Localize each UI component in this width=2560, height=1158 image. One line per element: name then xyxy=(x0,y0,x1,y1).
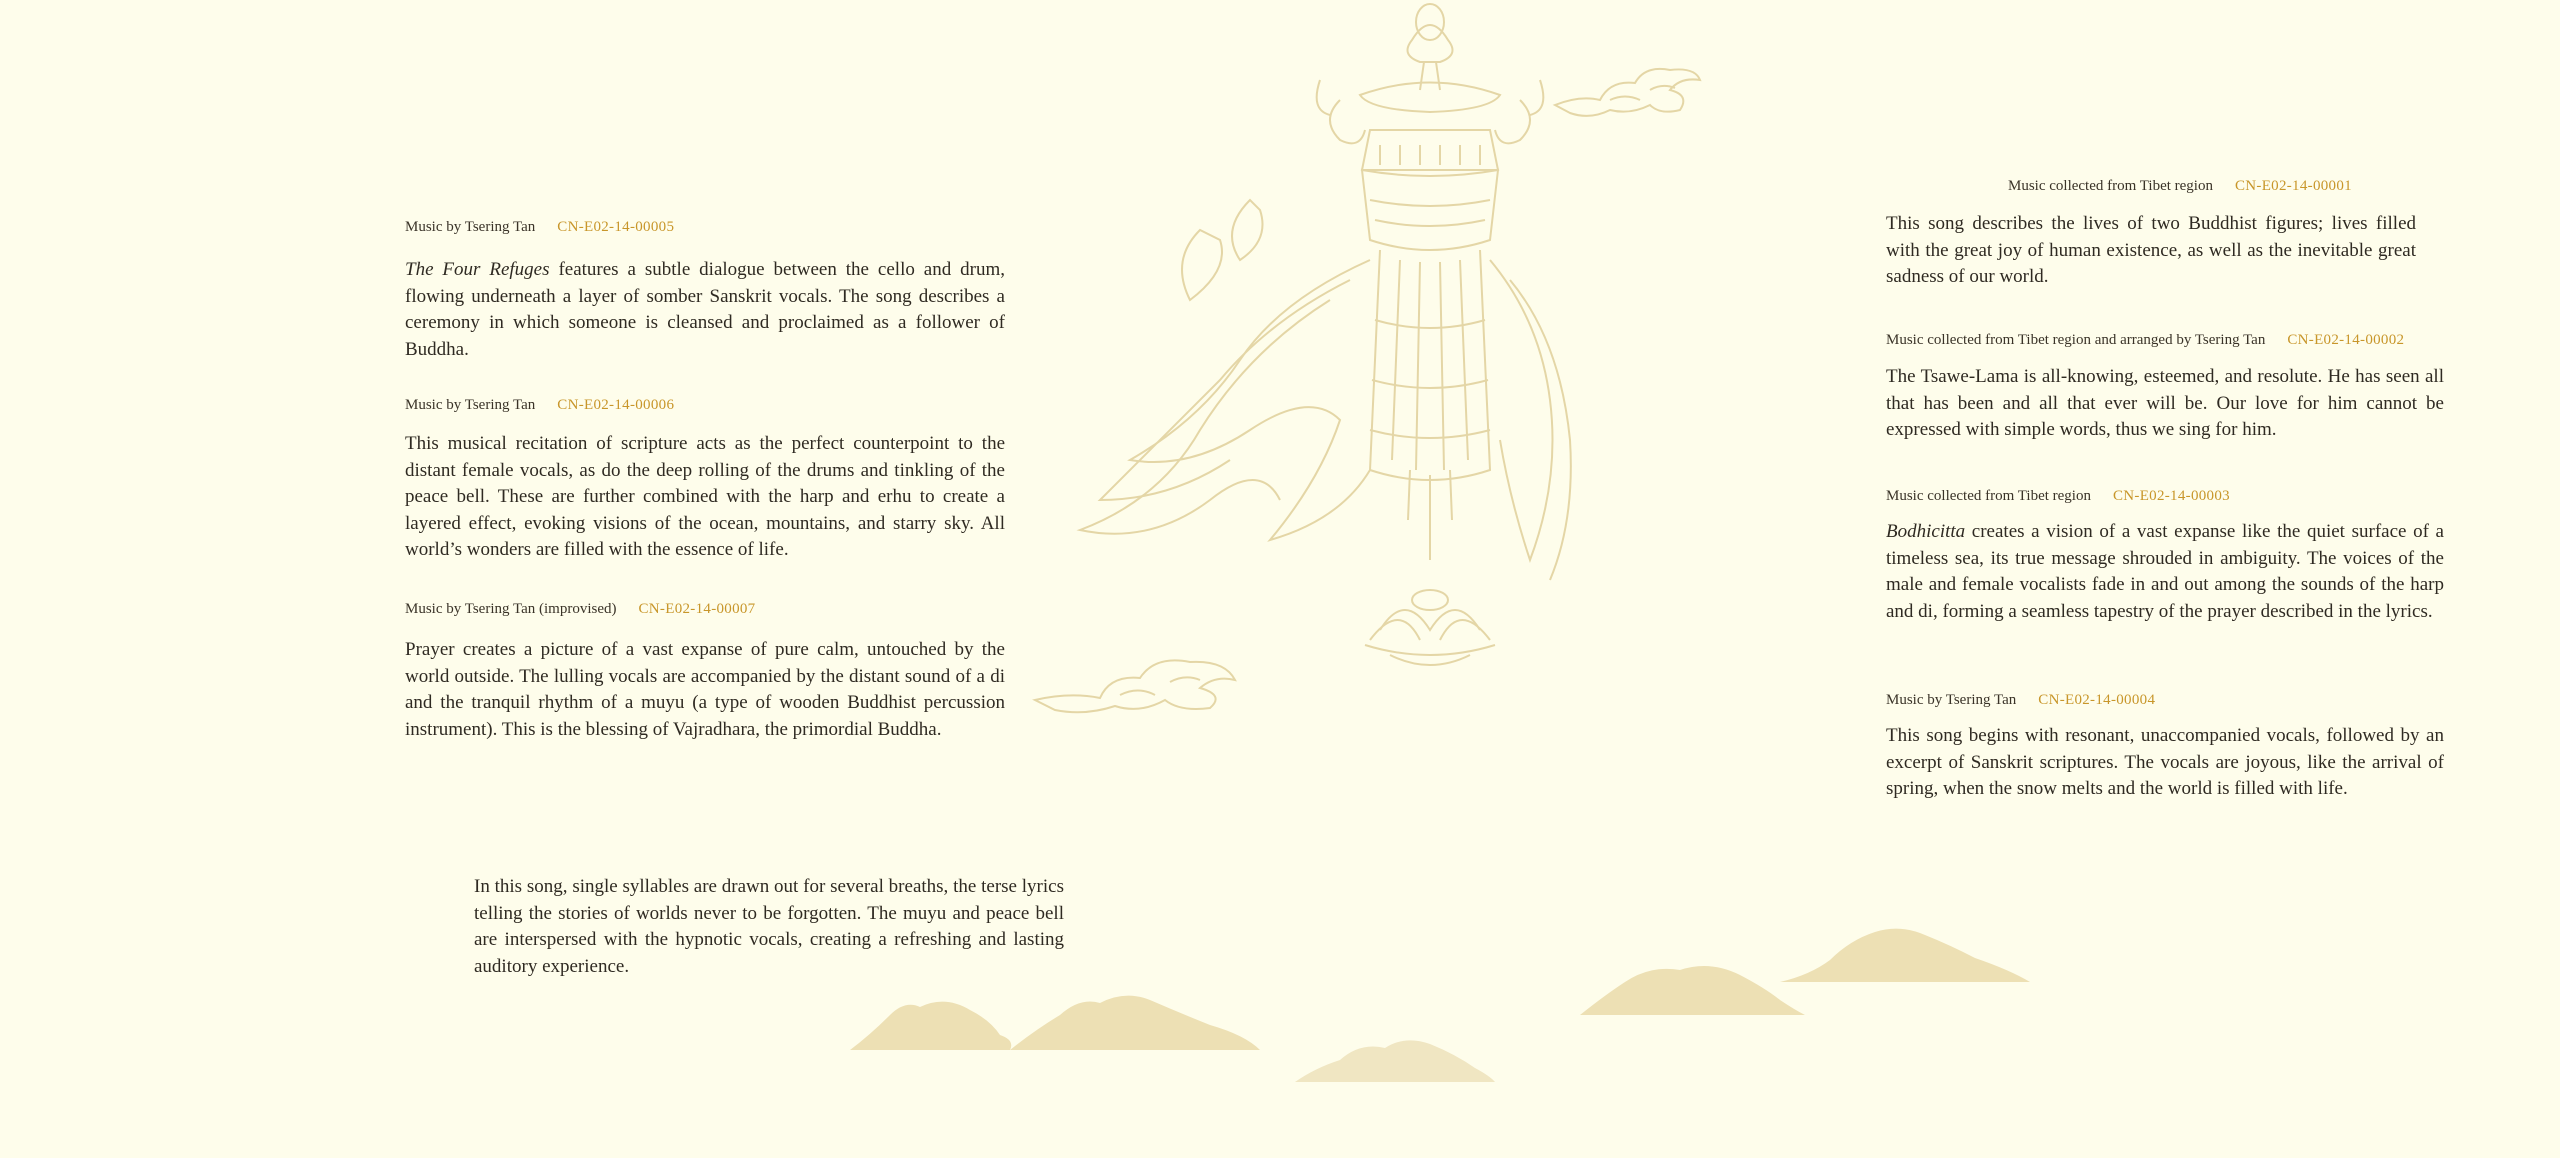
track-lead-title: Bodhicitta xyxy=(1886,521,1966,542)
track-1-meta xyxy=(2008,178,2352,195)
track-7-description xyxy=(405,637,1005,743)
track-credit: Music collected from Tibet region xyxy=(1886,488,2091,504)
track-description: features a subtle dialogue between the cello and drum, flowing underneath a layer of somber Sanskrit vocals. The song describes a ceremony in which someone is cleansed and proclaimed as a follower of Buddha. xyxy=(405,259,1005,360)
catalog-code: CN-E02-14-00004 xyxy=(2038,692,2156,708)
track-3-meta xyxy=(1886,488,2230,505)
mountains-right xyxy=(1580,920,2040,1015)
track-5-description xyxy=(405,257,1005,363)
catalog-code: CN-E02-14-00007 xyxy=(638,601,756,617)
track-credit: Music by Tsering Tan xyxy=(405,397,536,413)
track-6-meta xyxy=(405,397,674,414)
cloud-ornament-top xyxy=(1550,55,1710,125)
track-description: This musical recitation of scripture acts as the perfect counterpoint to the distant female vocals, as do the deep rolling of the drums and tinkling of the peace bell. These are further combined with the harp and erhu to create a layered effect, evoking visions of the ocean, mountains, and starry sky. All world’s wonders are filled with the essence of life. xyxy=(405,433,1005,560)
catalog-code: CN-E02-14-00005 xyxy=(557,219,675,235)
track-description: In this song, single syllables are drawn out for several breaths, the terse lyrics telling the stories of worlds never to be forgotten. The muyu and peace bell are interspersed with the hypnotic vocals, creating a refreshing and lasting auditory experience. xyxy=(474,876,1064,977)
track-description: This song describes the lives of two Buddhist figures; lives filled with the great joy of human existence, as well as the inevitable great sadness of our world. xyxy=(1886,213,2416,287)
track-credit: Music collected from Tibet region and arranged by Tsering Tan xyxy=(1886,332,2266,348)
track-8-description xyxy=(474,874,1064,980)
track-1-description xyxy=(1886,211,2416,291)
track-credit: Music by Tsering Tan (improvised) xyxy=(405,601,617,617)
catalog-code: CN-E02-14-00001 xyxy=(2234,178,2352,194)
ritual-banner-illustration xyxy=(1020,0,1580,690)
track-description: creates a vision of a vast expanse like the quiet surface of a timeless sea, its true message shrouded in ambiguity. The voices of the male and female vocalists fade in and out among the sounds of the harp and di, forming a seamless tapestry of the prayer described in the lyrics. xyxy=(1886,521,2444,622)
track-description: The Tsawe-Lama is all-knowing, esteemed, and resolute. He has seen all that has been and all that ever will be. Our love for him cannot be expressed with simple words, thus we sing for him. xyxy=(1886,366,2444,440)
track-3-description xyxy=(1886,519,2444,625)
mountains-left xyxy=(850,985,1270,1050)
cloud-ornament-left xyxy=(1030,640,1250,720)
track-4-description xyxy=(1886,723,2444,803)
track-credit: Music by Tsering Tan xyxy=(405,219,536,235)
track-lead-title: The Four Refuges xyxy=(405,259,550,280)
track-5-meta xyxy=(405,219,674,236)
track-credit: Music by Tsering Tan xyxy=(1886,692,2017,708)
track-7-meta xyxy=(405,601,756,618)
catalog-code: CN-E02-14-00006 xyxy=(557,397,675,413)
track-description: This song begins with resonant, unaccompanied vocals, followed by an excerpt of Sanskrit scriptures. The vocals are joyous, like the arrival of spring, when the snow melts and the world is filled with life. xyxy=(1886,725,2444,799)
catalog-code: CN-E02-14-00003 xyxy=(2112,488,2230,504)
catalog-code: CN-E02-14-00002 xyxy=(2287,332,2405,348)
mountains-center xyxy=(1295,1030,1495,1082)
track-description: Prayer creates a picture of a vast expanse of pure calm, untouched by the world outside. The lulling vocals are accompanied by the distant sound of a di and the tranquil rhythm of a muyu (a type of wooden Buddhist percussion instrument). This is the blessing of Vajradhara, the primordial Buddha. xyxy=(405,639,1005,740)
track-credit: Music collected from Tibet region xyxy=(2008,178,2213,194)
track-2-meta xyxy=(1886,332,2404,349)
track-6-description xyxy=(405,431,1005,564)
track-4-meta xyxy=(1886,692,2155,709)
track-2-description xyxy=(1886,364,2444,444)
